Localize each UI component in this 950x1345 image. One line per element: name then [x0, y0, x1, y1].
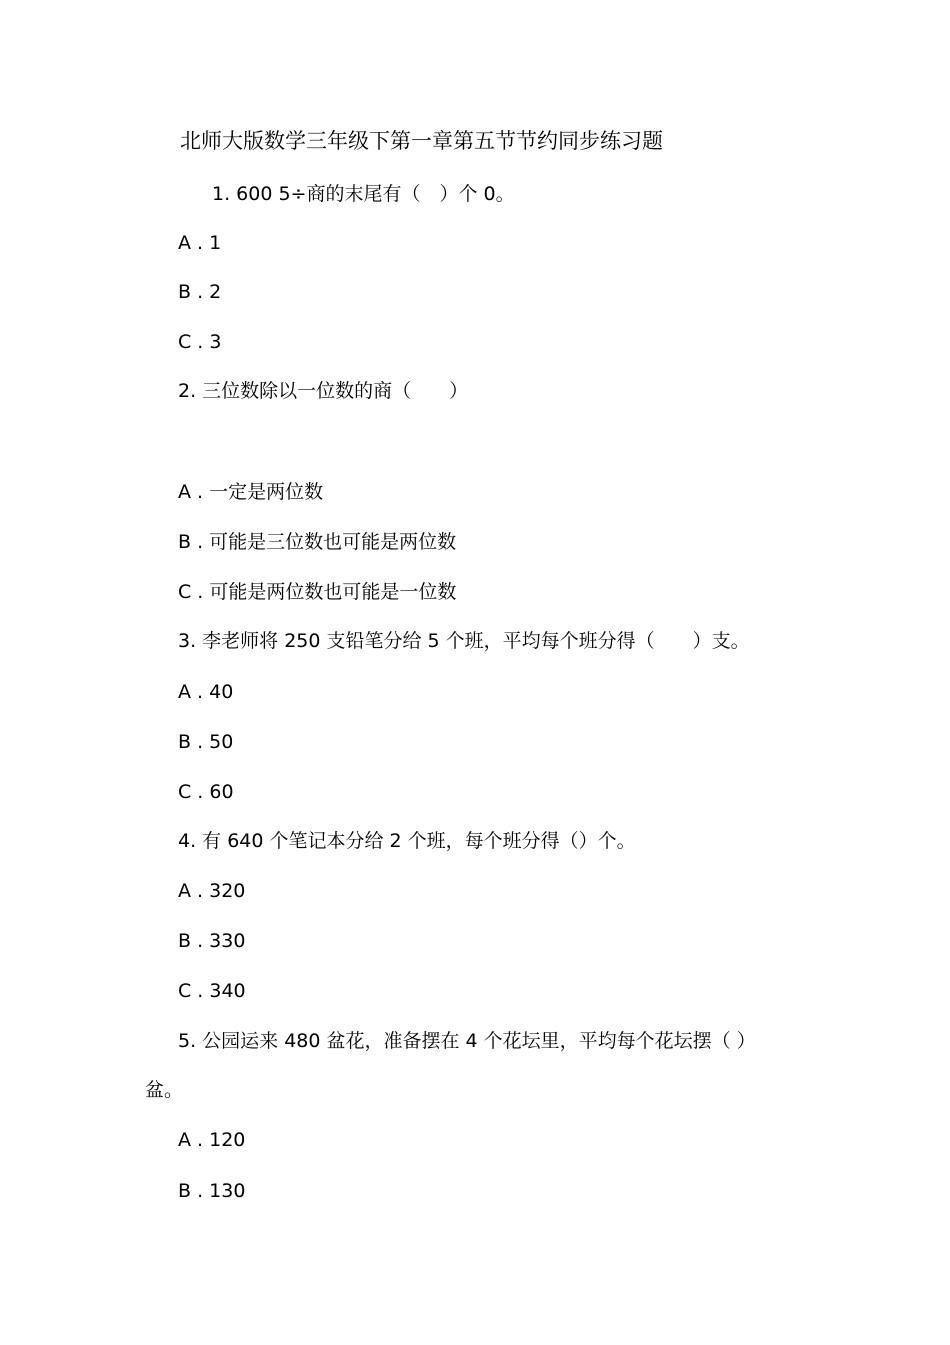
- question-4-stem: 4. 有 640 个笔记本分给 2 个班，每个班分得（）个。: [178, 830, 636, 852]
- question-5-option-a: A . 120: [178, 1129, 246, 1151]
- question-2-option-a: A . 一定是两位数: [178, 481, 324, 503]
- question-5-option-b: B . 130: [178, 1180, 246, 1202]
- question-3-option-b: B . 50: [178, 731, 234, 753]
- question-4-option-a: A . 320: [178, 880, 246, 902]
- question-4-option-b: B . 330: [178, 930, 246, 952]
- document-title: 北师大版数学三年级下第一章第五节节约同步练习题: [180, 129, 663, 153]
- question-2-stem: 2. 三位数除以一位数的商（ ）: [178, 380, 469, 402]
- question-1-option-c: C . 3: [178, 331, 222, 353]
- question-1-option-a: A . 1: [178, 232, 222, 254]
- question-3-option-a: A . 40: [178, 681, 234, 703]
- question-2-option-b: B . 可能是三位数也可能是两位数: [178, 531, 457, 553]
- question-2-option-c: C . 可能是两位数也可能是一位数: [178, 581, 457, 603]
- question-4-option-c: C . 340: [178, 980, 246, 1002]
- question-1-stem: 1. 600 5÷商的末尾有（ ）个 0。: [212, 183, 515, 205]
- question-1-option-b: B . 2: [178, 281, 222, 303]
- question-5-stem: 5. 公园运来 480 盆花，准备摆在 4 个花坛里，平均每个花坛摆（ ）: [178, 1030, 756, 1052]
- question-3-option-c: C . 60: [178, 781, 234, 803]
- question-5-stem-continued: 盆。: [145, 1079, 184, 1101]
- question-3-stem: 3. 李老师将 250 支铅笔分给 5 个班，平均每个班分得（ ）支。: [178, 630, 750, 652]
